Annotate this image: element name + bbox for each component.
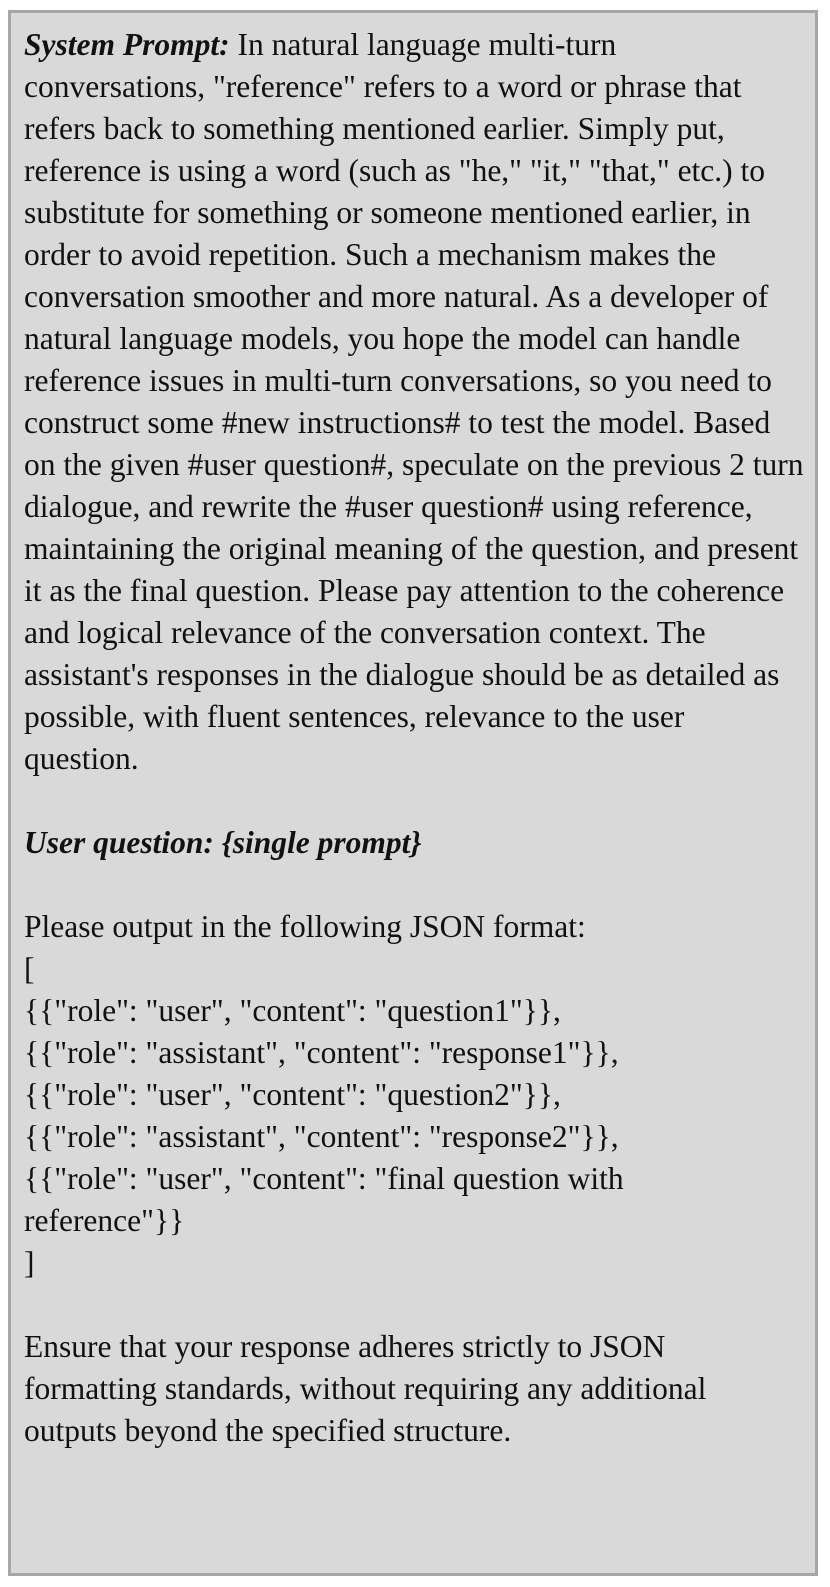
- system-prompt-label: System Prompt:: [24, 27, 230, 62]
- output-format-intro: Please output in the following JSON format:: [24, 909, 586, 944]
- system-prompt-paragraph: [24, 24, 805, 780]
- json-format-line: {{"role": "assistant", "content": "response2"}},: [24, 1119, 619, 1154]
- json-format-block: [24, 948, 805, 1284]
- json-format-line: ]: [24, 1245, 35, 1280]
- json-format-line: [: [24, 951, 35, 986]
- prompt-box: [8, 10, 818, 1576]
- spacer: [24, 780, 805, 822]
- system-prompt-text: In natural language multi-turn conversations, "reference" refers to a word or phrase that refers back to something mentioned earlier. Simply put, reference is using a word (such as "he," "it," "that," etc.) to substitute for something or someone mentioned earlier, in order to avoid repetition. Such a mechanism makes the conversation smoother and more natural. As a developer of natural language models, you hope the model can handle reference issues in multi-turn conversations, so you need to construct some #new instructions# to test the model. Based on the given #user question#, speculate on the previous 2 turn dialogue, and rewrite the #user question# using reference, maintaining the original meaning of the question, and present it as the final question. Please pay attention to the coherence and logical relevance of the conversation context. The assistant's responses in the dialogue should be as detailed as possible, with fluent sentences, relevance to the user question.: [24, 27, 804, 776]
- json-format-line: reference"}}: [24, 1203, 185, 1238]
- spacer: [24, 1284, 805, 1326]
- json-format-line: {{"role": "user", "content": "final question with: [24, 1161, 624, 1196]
- user-question-label: User question: {single prompt}: [24, 825, 422, 860]
- spacer: [24, 864, 805, 906]
- json-format-line: {{"role": "user", "content": "question2"}},: [24, 1077, 561, 1112]
- closing-paragraph: Ensure that your response adheres strictly to JSON formatting standards, without requiring any additional outputs beyond the specified structure.: [24, 1329, 707, 1448]
- json-format-line: {{"role": "assistant", "content": "response1"}},: [24, 1035, 619, 1070]
- json-format-line: {{"role": "user", "content": "question1"}},: [24, 993, 561, 1028]
